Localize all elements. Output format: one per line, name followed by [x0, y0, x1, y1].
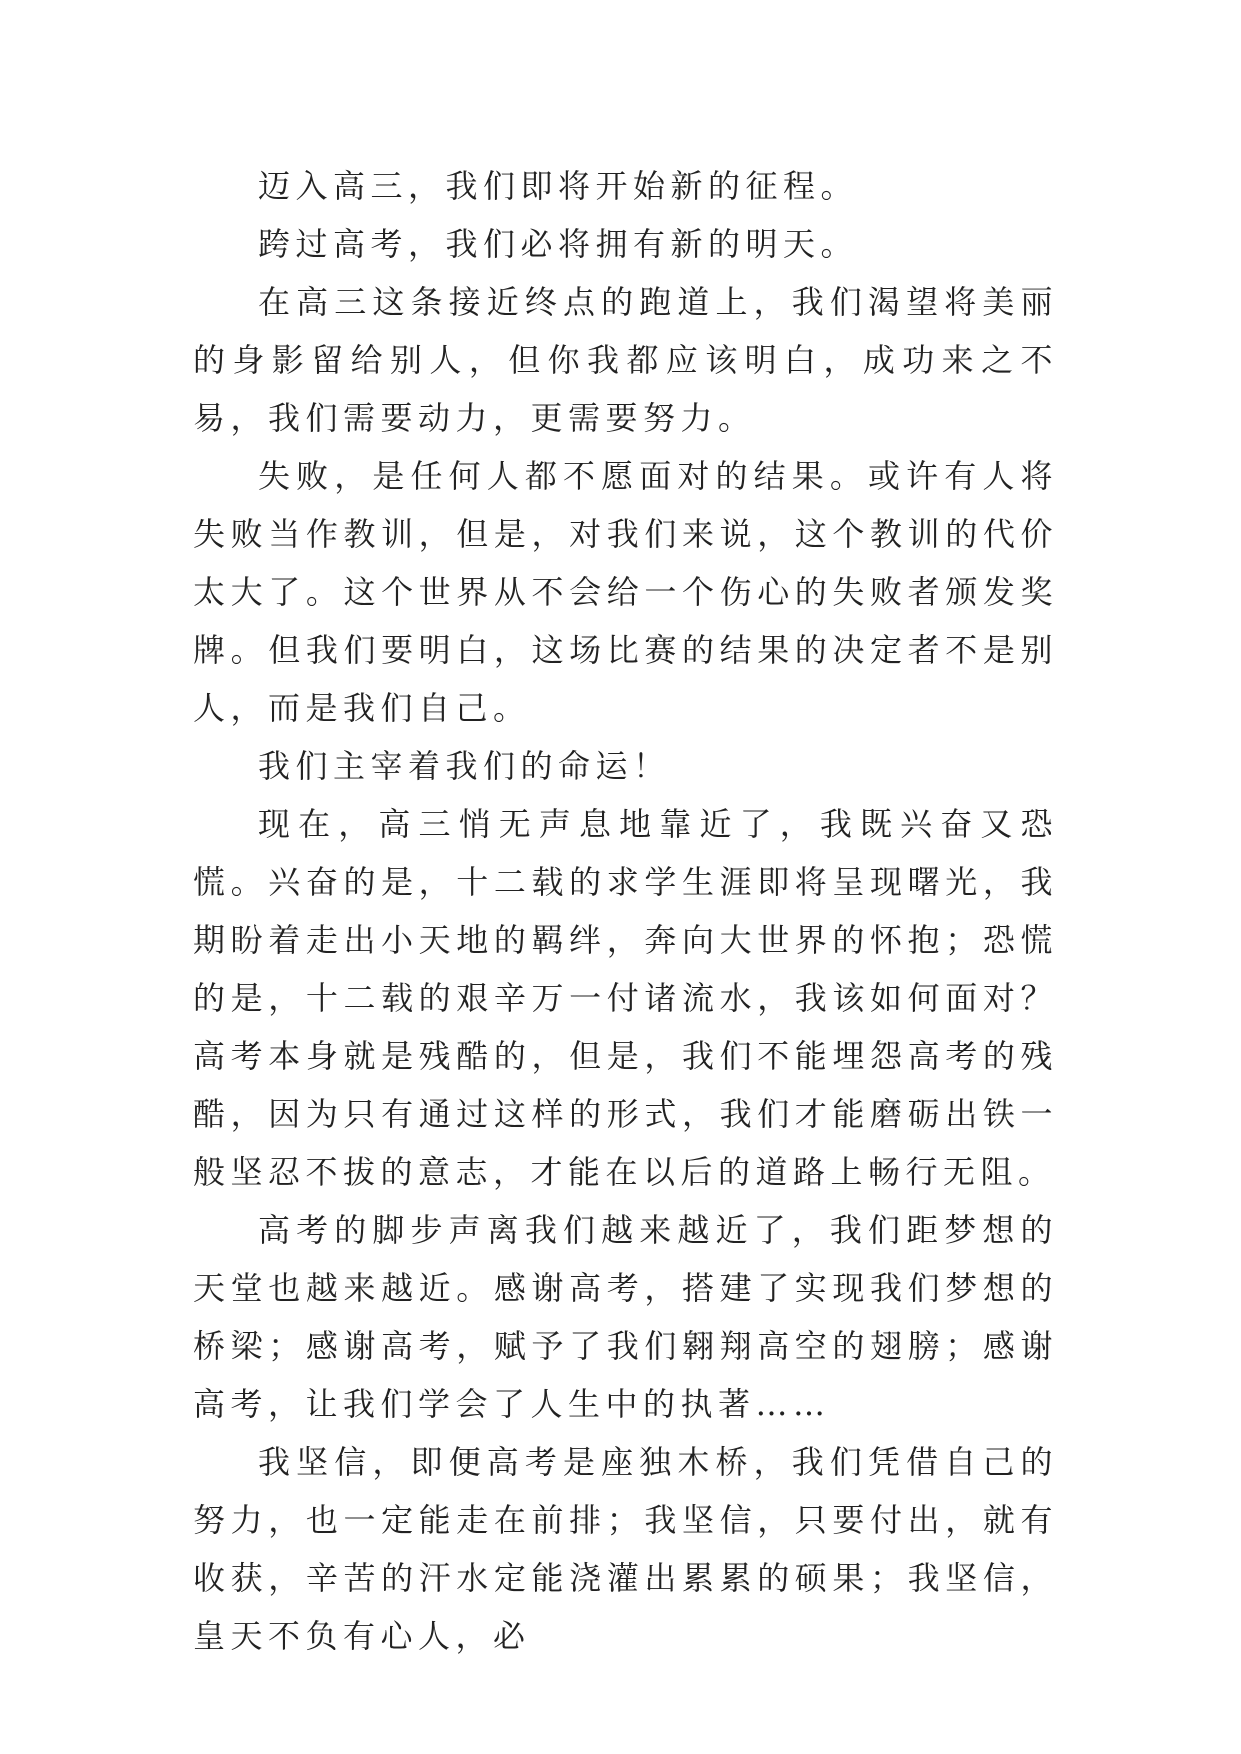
paragraph-2: 跨过高考，我们必将拥有新的明天。	[258, 225, 859, 263]
paragraph-6: 现在，高三悄无声息地靠近了，我既兴奋又恐慌。兴奋的是，十二载的求学生涯即将呈现曙光，我期盼着走出小天地的羁绊，奔向大世界的怀抱；恐慌的是，十二载的艰辛万一付诸流水，我该如何面对？高考本身就是残酷的，但是，我们不能埋怨高考的残酷，因为只有通过这样的形式，我们才能磨砺出铁一般坚忍不拔的意志，才能在以后的道路上畅行无阻。	[193, 805, 1058, 1191]
essay-body	[193, 157, 1058, 1665]
paragraph-7: 高考的脚步声离我们越来越近了，我们距梦想的天堂也越来越近。感谢高考，搭建了实现我们梦想的桥梁；感谢高考，赋予了我们翱翔高空的翅膀；感谢高考，让我们学会了人生中的执著……	[193, 1211, 1058, 1423]
paragraph-1: 迈入高三，我们即将开始新的征程。	[258, 167, 859, 205]
paragraph-8: 我坚信，即便高考是座独木桥，我们凭借自己的努力，也一定能走在前排；我坚信，只要付出，就有收获，辛苦的汗水定能浇灌出累累的硕果；我坚信，皇天不负有心人，必	[193, 1443, 1058, 1655]
paragraph-4: 失败，是任何人都不愿面对的结果。或许有人将失败当作教训，但是，对我们来说，这个教训的代价太大了。这个世界从不会给一个伤心的失败者颁发奖牌。但我们要明白，这场比赛的结果的决定者不是别人，而是我们自己。	[193, 457, 1058, 727]
paragraph-3: 在高三这条接近终点的跑道上，我们渴望将美丽的身影留给别人，但你我都应该明白，成功来之不易，我们需要动力，更需要努力。	[193, 283, 1058, 437]
paragraph-5: 我们主宰着我们的命运！	[258, 747, 671, 785]
